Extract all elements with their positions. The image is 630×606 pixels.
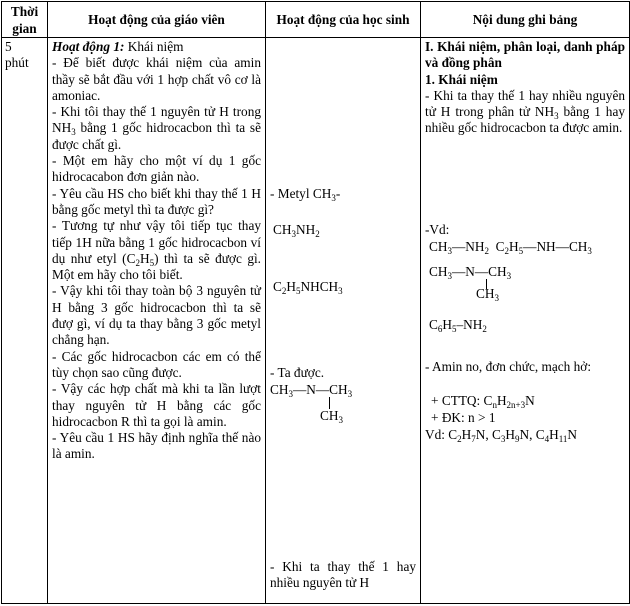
student-cell (266, 38, 421, 604)
teacher-cell (48, 38, 266, 604)
header-teacher: Hoạt động của giáo viên (48, 2, 266, 38)
board-definition: - Khi ta thay thế 1 hay nhiều nguyên tử H trong phân tử $NH_3$ bằng 1 hay nhiều gốc hidrocacbon ta được amin. (425, 87, 625, 136)
student-answer-5: - Khi ta thay thế 1 hay nhiều nguyên tử H (270, 559, 416, 591)
header-time: Thời gian (2, 2, 48, 38)
content-row (2, 38, 630, 604)
board-amin-no: - Amin no, đơn chức, mạch hở: (425, 359, 592, 374)
teacher-paragraph: - Yêu cầu HS cho biết khi thay thế 1 H bằng gốc metyl thì ta được gì? (52, 185, 261, 217)
header-row (2, 2, 630, 38)
teacher-paragraph: - Khi tôi thay thế 1 nguyên tử H trong $NH_3$ bằng 1 gốc hidrocacbon thì ta sẽ được chất gì. (52, 104, 261, 152)
board-section-title: I. Khái niệm, phân loại, danh pháp và đồng phân (425, 39, 625, 71)
board-vd-label: -Vd: (425, 222, 450, 237)
teacher-paragraph: - Tương tự như vậy tôi tiếp tục thay tiếp 1H nữa bằng 1 gốc hidrocacbon ví dụ như etyl $(C_2H_5)$ thì ta sẽ được gì. Một em hãy cho tôi biết. (52, 218, 261, 283)
student-answer-4: - Ta được. (270, 365, 325, 380)
board-cttq: + CTTQ: $C_nH_{2n+3}N$ (431, 393, 535, 410)
board-sub-title: 1. Khái niệm (425, 71, 498, 87)
student-answer-1: - Metyl $CH_3-$ (270, 186, 341, 203)
board-dk: + ĐK: n > 1 (431, 410, 496, 425)
student-formula-ch3nh2: $CH_3NH_2$ (273, 222, 320, 239)
time-unit: phút (5, 55, 29, 71)
lesson-plan-table (1, 1, 630, 604)
teacher-paragraph: - Yêu cầu 1 HS hãy định nghĩa thế nào là amin. (52, 430, 261, 462)
activity-label: Hoạt động 1: (52, 39, 125, 54)
board-formula-row-1: $CH_3—NH_2$ $C_2H_5—NH—CH_3$ (429, 239, 592, 256)
time-cell (2, 38, 48, 604)
board-cell (421, 38, 630, 604)
board-formula-trimethylamine: $CH_3—N—CH_3$ $CH_3$ (429, 264, 512, 303)
activity-heading (52, 39, 261, 55)
teacher-paragraph: - Vậy khi tôi thay toàn bộ 3 nguyên tử H bằng 3 gốc hidrocacbon thì ta sẽ đượ gì, ví dụ ta thay bằng 3 gốc metyl chẳng hạn. (52, 283, 261, 348)
student-trimethylamine: $CH_3—N—CH_3$ $CH_3$ (270, 382, 353, 425)
teacher-paragraph: - Để biết được khái niệm của amin thầy sẽ bắt đầu với 1 hợp chất vô cơ là amoniac. (52, 55, 261, 103)
board-vd2: Vd: $C_2H_7N$, $C_3H_9N$, $C_4H_{11}N$ (425, 427, 577, 444)
activity-name: Khái niệm (124, 39, 184, 54)
time-value: 5 (5, 39, 12, 54)
student-formula-c2h5nhch3: $C_2H_5NHCH_3$ (273, 279, 343, 296)
board-formula-aniline: $C_6H_5-NH_2$ (429, 317, 487, 334)
header-board: Nội dung ghi bảng (421, 2, 630, 38)
teacher-paragraph: - Các gốc hidrocacbon các em có thể tùy chọn sao cũng được. (52, 348, 261, 380)
teacher-paragraph: - Vậy các hợp chất mà khi ta lần lượt thay nguyên tử H bằng các gốc hidrocacbon R thì ta gọi là amin. (52, 381, 261, 429)
teacher-paragraph: - Một em hãy cho một ví dụ 1 gốc hidrocacabon đơn giản nào. (52, 153, 261, 185)
header-student: Hoạt động của học sinh (266, 2, 421, 38)
